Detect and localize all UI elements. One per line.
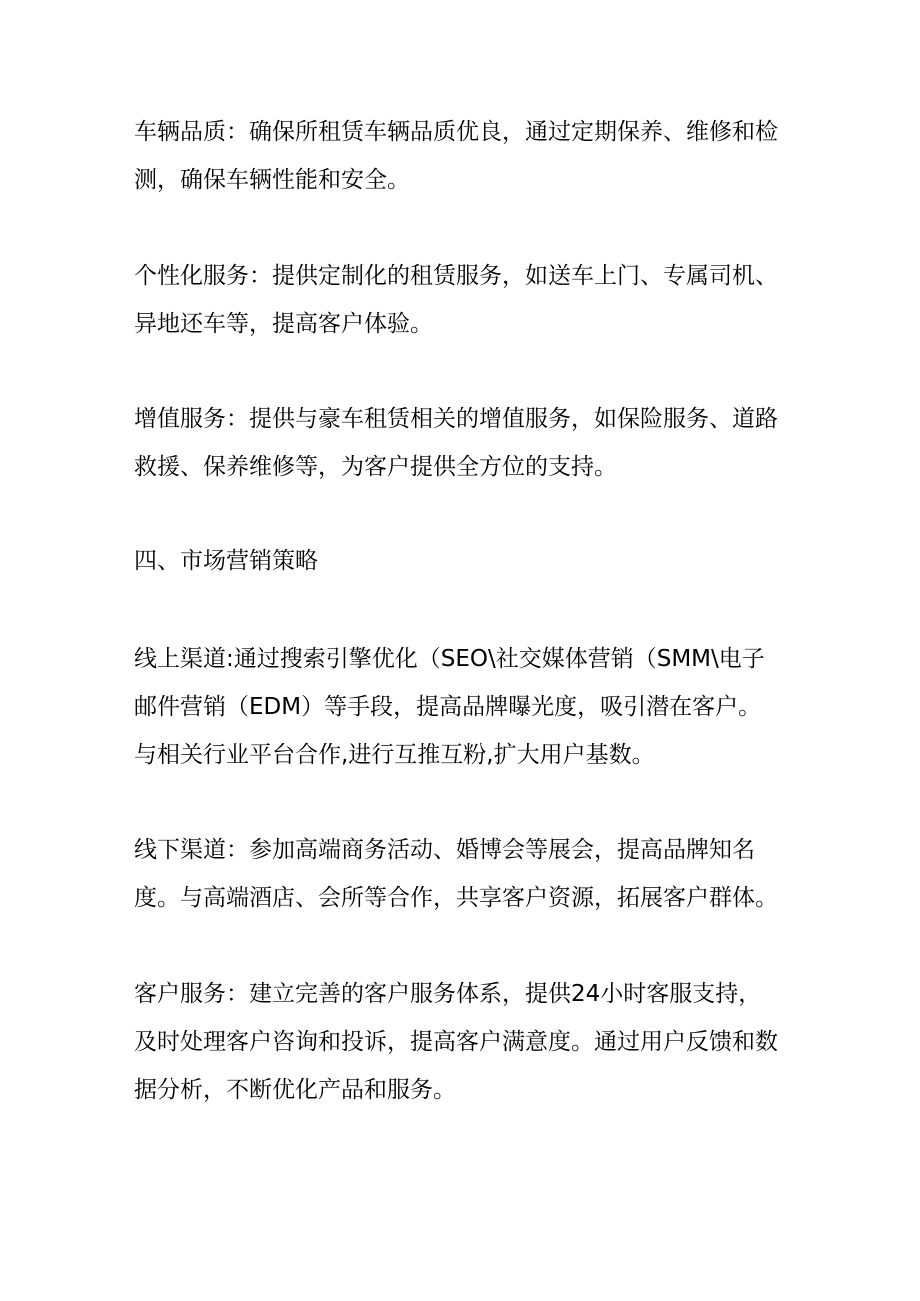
paragraph-offline-channels (134, 826, 794, 922)
paragraph-online-channels (134, 635, 794, 779)
text-line: 及时处理客户咨询和投诉，提高客户满意度。通过用户反馈和数 (134, 1029, 778, 1055)
text-line: 异地还车等，提高客户体验。 (134, 311, 433, 337)
section-heading-marketing-strategy (134, 537, 794, 585)
text-line: 个性化服务：提供定制化的租赁服务，如送车上门、专属司机、 (134, 263, 778, 289)
text-line: 与相关行业平台合作,进行互推互粉,扩大用户基数。 (134, 742, 655, 768)
text-line: 据分析，不断优化产品和服务。 (134, 1077, 456, 1103)
paragraph-vehicle-quality (134, 108, 794, 204)
text-line: 邮件营销（EDM）等手段，提高品牌曝光度，吸引潜在客户。 (134, 694, 762, 720)
text-line: 度。与高端酒店、会所等合作，共享客户资源，拓展客户群体。 (134, 885, 778, 911)
paragraph-value-added-service (134, 395, 794, 491)
paragraph-personalized-service (134, 252, 794, 348)
text-line: 车辆品质：确保所租赁车辆品质优良，通过定期保养、维修和检 (134, 119, 778, 145)
text-line: 测，确保车辆性能和安全。 (134, 167, 410, 193)
paragraph-customer-service (134, 970, 794, 1114)
text-line: 救援、保养维修等，为客户提供全方位的支持。 (134, 454, 617, 480)
text-line: 四、市场营销策略 (134, 548, 318, 574)
text-line: 客户服务：建立完善的客户服务体系，提供24小时客服支持， (134, 981, 762, 1007)
text-line: 线下渠道：参加高端商务活动、婚博会等展会，提高品牌知名 (134, 837, 755, 863)
text-line: 线上渠道:通过搜索引擎优化（SEO\社交媒体营销（SMM\电子 (134, 646, 765, 672)
text-line: 增值服务：提供与豪车租赁相关的增值服务，如保险服务、道路 (134, 406, 778, 432)
